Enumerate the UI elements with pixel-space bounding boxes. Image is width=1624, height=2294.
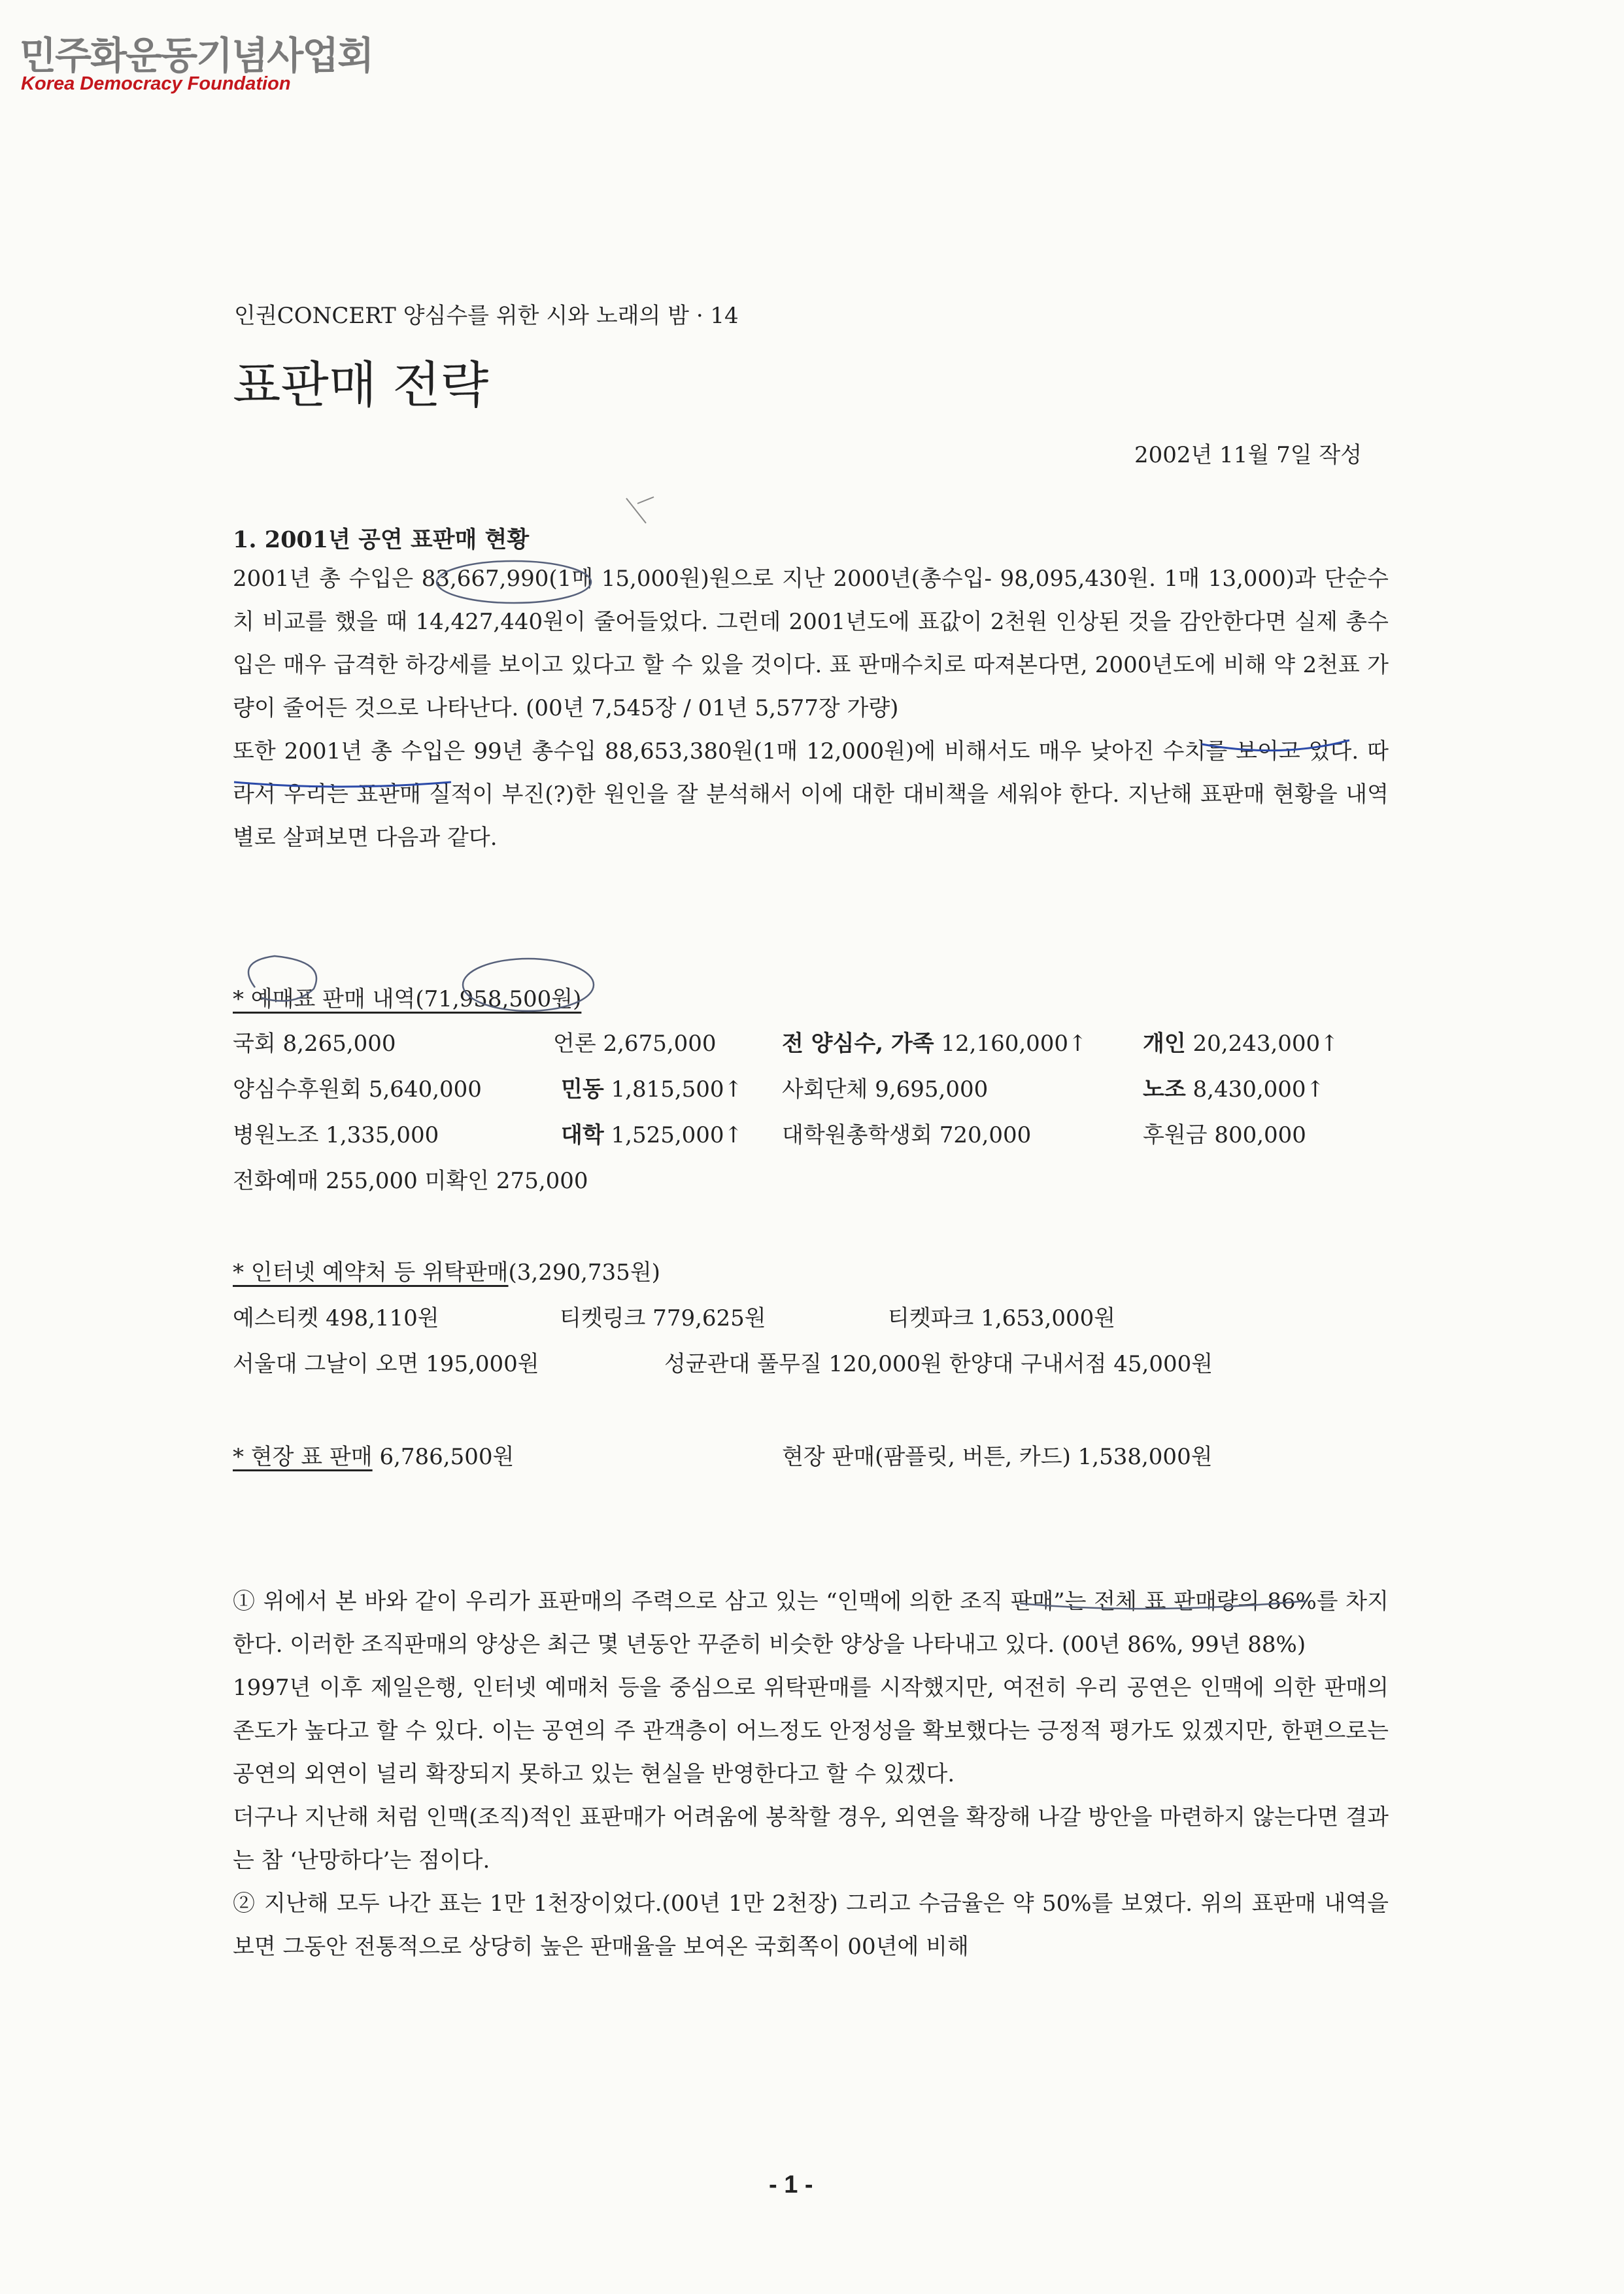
presale-item-value: 8,430,000↑ [1185,1076,1325,1103]
consign-item: 티켓링크 779,625원 [560,1305,766,1331]
presale-item-label: 대학 [561,1122,604,1148]
logo-english: Korea Democracy Foundation [21,73,291,94]
consign-item: 서울대 그날이 오면 195,000원 [233,1351,539,1377]
analysis-paragraph: ① 위에서 본 바와 같이 우리가 표판매의 주력으로 삼고 있는 “인맥에 의한 조직 판매”는 전체 표 판매량의 86%를 차지한다. 이러한 조직판매의 양상은 최근 몇 년동안 꾸준히 비슷한 양상을 나타내고 있다. (00년 86%, 99년 88%) [233,1588,1389,1658]
presale-item: 양심수후원회 5,640,000 [233,1076,482,1103]
consign-item: 티켓파크 1,653,000원 [888,1305,1116,1331]
analysis-paragraph: 더구나 지난해 처럼 인맥(조직)적인 표판매가 어려움에 봉착할 경우, 외연을 확장해 나갈 방안을 마련하지 않는다면 결과는 참 ‘난망하다’는 점이다. [233,1804,1389,1874]
presale-item: 후원금 800,000 [1143,1122,1306,1148]
underline-mark [234,782,451,787]
onsite-heading-amount: 6,786,500원 [372,1444,515,1470]
consign-item: 성균관대 풀무질 120,000원 한양대 구내서점 45,000원 [664,1351,1213,1377]
presale-heading: * 예매표 판매 내역(71,958,500원) [233,986,582,1012]
presale-item-value: 12,160,000↑ [934,1031,1087,1057]
presale-item-label: 개인 [1143,1031,1186,1057]
analysis-paragraph: 1997년 이후 제일은행, 인터넷 예매처 등을 중심으로 위탁판매를 시작했지만, 여전히 우리 공연은 인맥에 의한 판매의존도가 높다고 할 수 있다. 이는 공연의 주 관객층이 어느정도 안정성을 확보했다는 긍정적 평가도 있겠지만, 한편으로는 공연의 외연이 널리 확장되지 못하고 있는 현실을 반영한다고 할 수 있겠다. [233,1675,1389,1787]
consign-heading-label: * 인터넷 예약처 등 위탁판매 [233,1259,509,1286]
circle-mark [463,959,594,1011]
circle-mark [248,956,316,1001]
underline-mark [1020,1601,1308,1609]
presale-item-value: 1,525,000↑ [603,1122,743,1148]
underline-mark [1202,740,1349,751]
page-number: - 1 - [769,2171,813,2199]
presale-item: 병원노조 1,335,000 [233,1122,439,1148]
document-subtitle: 인권CONCERT 양심수를 위한 시와 노래의 밤 · 14 [234,303,739,329]
presale-item: 국회 8,265,000 [233,1031,396,1057]
presale-item: 전화예매 255,000 미확인 275,000 [233,1168,588,1194]
onsite-extra: 현장 판매(팜플릿, 버튼, 카드) 1,538,000원 [782,1444,1213,1470]
circle-mark [437,561,591,603]
presale-item-value: 1,815,500↑ [603,1076,743,1103]
paragraph-revenue: 2001년 총 수입은 83,667,990(1매 15,000원)원으로 지난 2000년(총수입- 98,095,430원. 1매 13,000)과 단순수치 비교를 했을 때 14,427,440원이 줄어들었다. 그런데 2001년도에 표값이 2천원 인상된 것을 감안한다면 실제 총수입은 매우 급격한 하강세를 보이고 있다고 할 수 있을 것이다. 표 판매수치로 따져본다면, 2000년도에 비해 약 2천표 가량이 줄어든 것으로 나타난다. (00년 7,545장 / 01년 5,577장 가량) [233,566,1389,721]
presale-item-label: 민동 [561,1076,604,1103]
pencil-mark [626,497,654,523]
document-title: 표판매 전략 [233,356,489,414]
presale-item-value: 20,243,000↑ [1185,1031,1339,1057]
document-date: 2002년 11월 7일 작성 [1134,442,1362,468]
presale-item-label: 전 양심수, 가족 [782,1031,934,1057]
analysis-paragraph: ② 지난해 모두 나간 표는 1만 1천장이었다.(00년 1만 2천장) 그리고 수금율은 약 50%를 보였다. 위의 표판매 내역을 보면 그동안 전통적으로 상당히 높은 판매율을 보여온 국회쪽이 00년에 비해 [233,1891,1389,1960]
presale-item-label: 노조 [1143,1076,1186,1103]
presale-item: 사회단체 9,695,000 [782,1076,989,1103]
consign-item: 예스티켓 498,110원 [233,1305,439,1331]
presale-item: 언론 2,675,000 [553,1031,717,1057]
presale-item: 대학원총학생회 720,000 [782,1122,1032,1148]
consign-heading-amount: (3,290,735원) [508,1259,660,1286]
logo-korean: 민주화운동기념사업회 [20,33,373,78]
section-heading: 1. 2001년 공연 표판매 현황 [233,526,530,553]
paragraph-comparison: 또한 2001년 총 수입은 99년 총수입 88,653,380원(1매 12,000원)에 비해서도 매우 낮아진 수치를 보이고 있다. 따라서 우리는 표판매 실적이 부진(?)한 원인을 잘 분석해서 이에 대한 대비책을 세워야 한다. 지난해 표판매 현황을 내역별로 살펴보면 다음과 같다. [233,738,1389,851]
onsite-heading-label: * 현장 표 판매 [233,1444,373,1470]
